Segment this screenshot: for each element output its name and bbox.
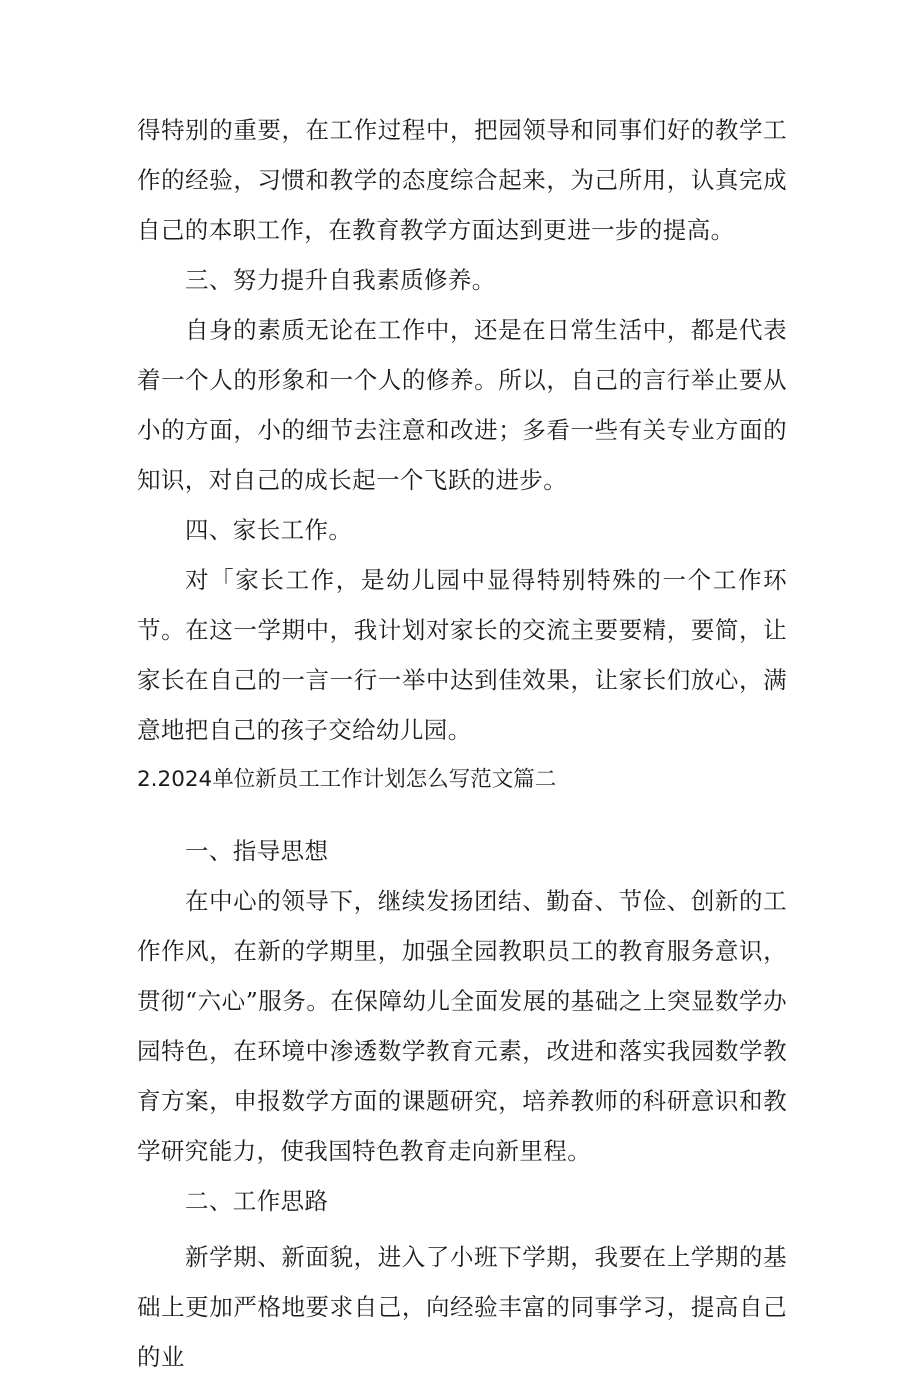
paragraph-parent-work: 对「家长工作，是幼儿园中显得特别特殊的一个工作环节。在这一学期中，我计划对家长的交流主要要精，要简，让家长在自己的一言一行一举中达到佳效果，让家长们放心，满意地把自己的孩子交给幼儿园。 [137, 566, 787, 744]
paragraph-work-approach: 新学期、新面貌，进入了小班下学期，我要在上学期的基础上更加严格地要求自己，向经验丰富的同事学习，提高自己的业 [137, 1243, 787, 1371]
document-body [137, 105, 787, 1382]
heading-work-approach: 二、工作思路 [185, 1187, 329, 1215]
paragraph-self-quality: 自身的素质无论在工作中，还是在日常生活中，都是代表着一个人的形象和一个人的修养。所以，自己的言行举止要从小的方面，小的细节去注意和改进；多看一些有关专业方面的知识，对自己的成长起一个飞跃的进步。 [137, 316, 787, 494]
paragraph-work-experience: 得特别的重要，在工作过程中，把园领导和同事们好的教学工作的经验，习惯和教学的态度综合起来，为己所用，认真完成自己的本职工作，在教育教学方面达到更进一步的提高。 [137, 116, 787, 244]
heading-parent-work: 四、家长工作。 [185, 516, 353, 544]
paragraph-guiding-ideology: 在中心的领导下，继续发扬团结、勤奋、节俭、创新的工作作风，在新的学期里，加强全园教职员工的教育服务意识，贯彻“六心”服务。在保障幼儿全面发展的基础之上突显数学办园特色，在环境中渗透数学教育元素，改进和落实我园数学教育方案，申报数学方面的课题研究，培养教师的科研意识和教学研究能力，使我国特色教育走向新里程。 [137, 887, 787, 1165]
heading-guiding-ideology: 一、指导思想 [185, 837, 329, 865]
heading-improve-self-quality: 三、努力提升自我素质修养。 [185, 266, 496, 294]
section-heading: 2.2024单位新员工工作计划怎么写范文篇二 [137, 767, 557, 792]
